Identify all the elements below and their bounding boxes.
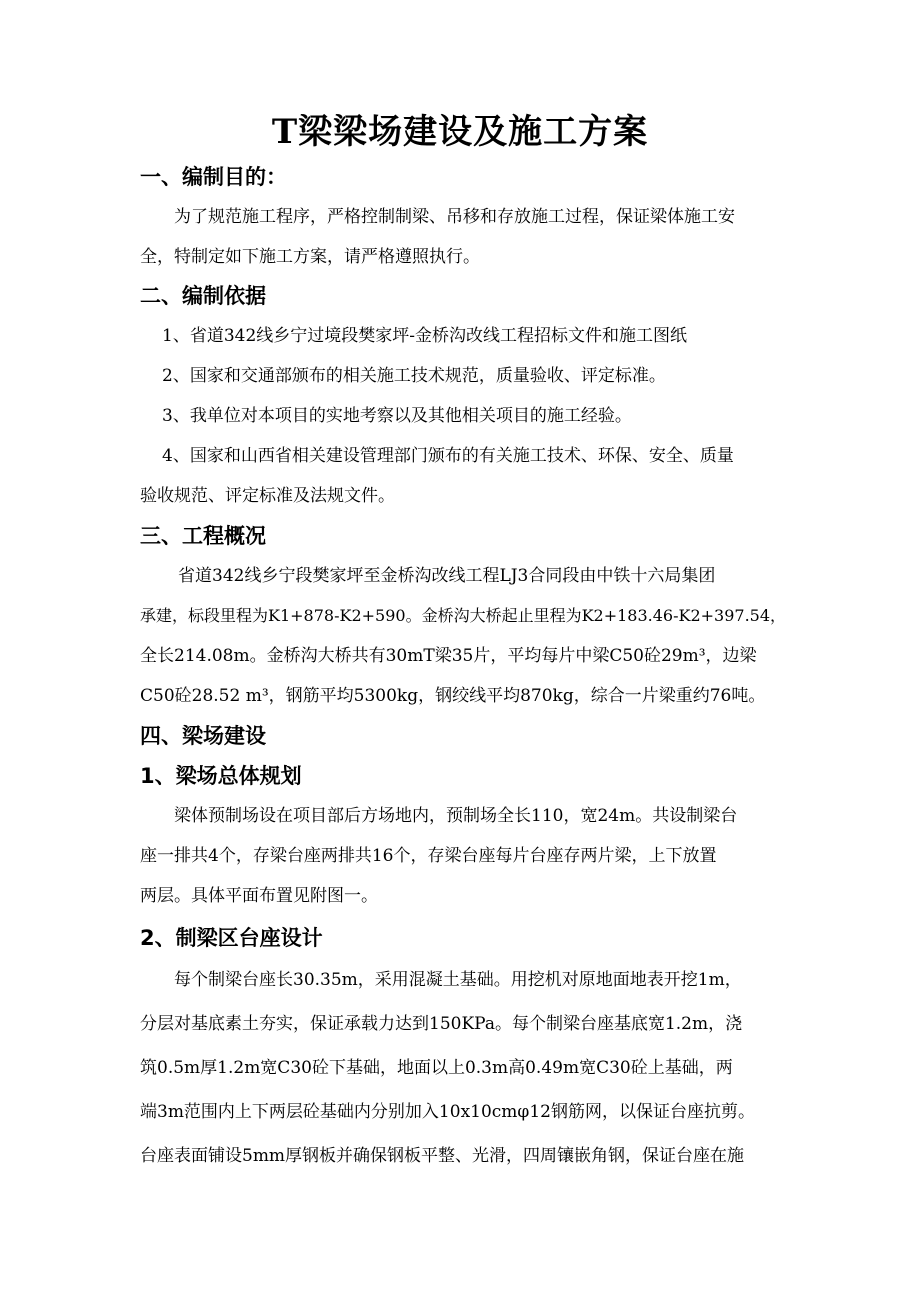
section-body-purpose (140, 197, 790, 277)
section-heading-basis: 二、编制依据 (140, 284, 266, 308)
paragraph-line: 台座表面铺设5mm厚钢板并确保钢板平整、光滑，四周镶嵌角钢，保证台座在施 (140, 1146, 745, 1166)
paragraph-line: 筑0.5m厚1.2m宽C30砼下基础，地面以上0.3m高0.49m宽C30砼上基础，两 (140, 1058, 733, 1078)
subsection-heading-overall-plan: 1、梁场总体规划 (140, 764, 302, 788)
paragraph-line: 每个制梁台座长30.35m，采用混凝土基础。用挖机对原地面地表开挖1m， (174, 970, 742, 990)
list-item: 1、省道342线乡宁过境段樊家坪-金桥沟改线工程招标文件和施工图纸 (162, 326, 688, 346)
paragraph-line: 座一排共4个，存梁台座两排共16个，存梁台座每片台座存两片梁，上下放置 (140, 846, 717, 866)
paragraph-line: 省道342线乡宁段樊家坪至金桥沟改线工程LJ3合同段由中铁十六局集团 (178, 566, 716, 586)
section-heading-yard-construction: 四、梁场建设 (140, 724, 266, 748)
paragraph-line: C50砼28.52 m³，钢筋平均5300kg，钢绞线平均870kg，综合一片梁重约76吨。 (140, 686, 766, 706)
paragraph-line: 全长214.08m。金桥沟大桥共有30mT梁35片，平均每片中梁C50砼29m³，边梁 (140, 646, 757, 666)
section-heading-purpose: 一、编制目的： (140, 165, 287, 189)
list-item-continuation: 验收规范、评定标准及法规文件。 (140, 486, 395, 506)
list-item: 4、国家和山西省相关建设管理部门颁布的有关施工技术、环保、安全、质量 (162, 446, 734, 466)
subsection-heading-pedestal-design: 2、制梁区台座设计 (140, 926, 323, 950)
section-body-overview (140, 556, 790, 716)
document-title: T梁梁场建设及施工方案 (271, 112, 649, 152)
paragraph-line: 为了规范施工程序，严格控制制梁、吊移和存放施工过程，保证梁体施工安 (174, 207, 735, 227)
paragraph-line: 全，特制定如下施工方案，请严格遵照执行。 (140, 247, 480, 267)
section-body-basis (140, 316, 790, 516)
list-item: 2、国家和交通部颁布的相关施工技术规范，质量验收、评定标准。 (162, 366, 666, 386)
paragraph-line: 端3m范围内上下两层砼基础内分别加入10x10cmφ12钢筋网，以保证台座抗剪。 (140, 1102, 755, 1122)
paragraph-line: 分层对基底素土夯实，保证承载力达到150KPa。每个制梁台座基底宽1.2m，浇 (140, 1014, 743, 1034)
paragraph-line: 承建，标段里程为K1+878-K2+590。金桥沟大桥起止里程为K2+183.46-K2+397.54， (140, 606, 787, 625)
subsection-body-overall-plan (140, 796, 790, 916)
paragraph-line: 梁体预制场设在项目部后方场地内，预制场全长110，宽24m。共设制梁台 (174, 806, 738, 826)
paragraph-line: 两层。具体平面布置见附图一。 (140, 886, 378, 906)
section-heading-overview: 三、工程概况 (140, 524, 266, 548)
list-item: 3、我单位对本项目的实地考察以及其他相关项目的施工经验。 (162, 406, 632, 426)
subsection-body-pedestal-design (140, 958, 790, 1178)
